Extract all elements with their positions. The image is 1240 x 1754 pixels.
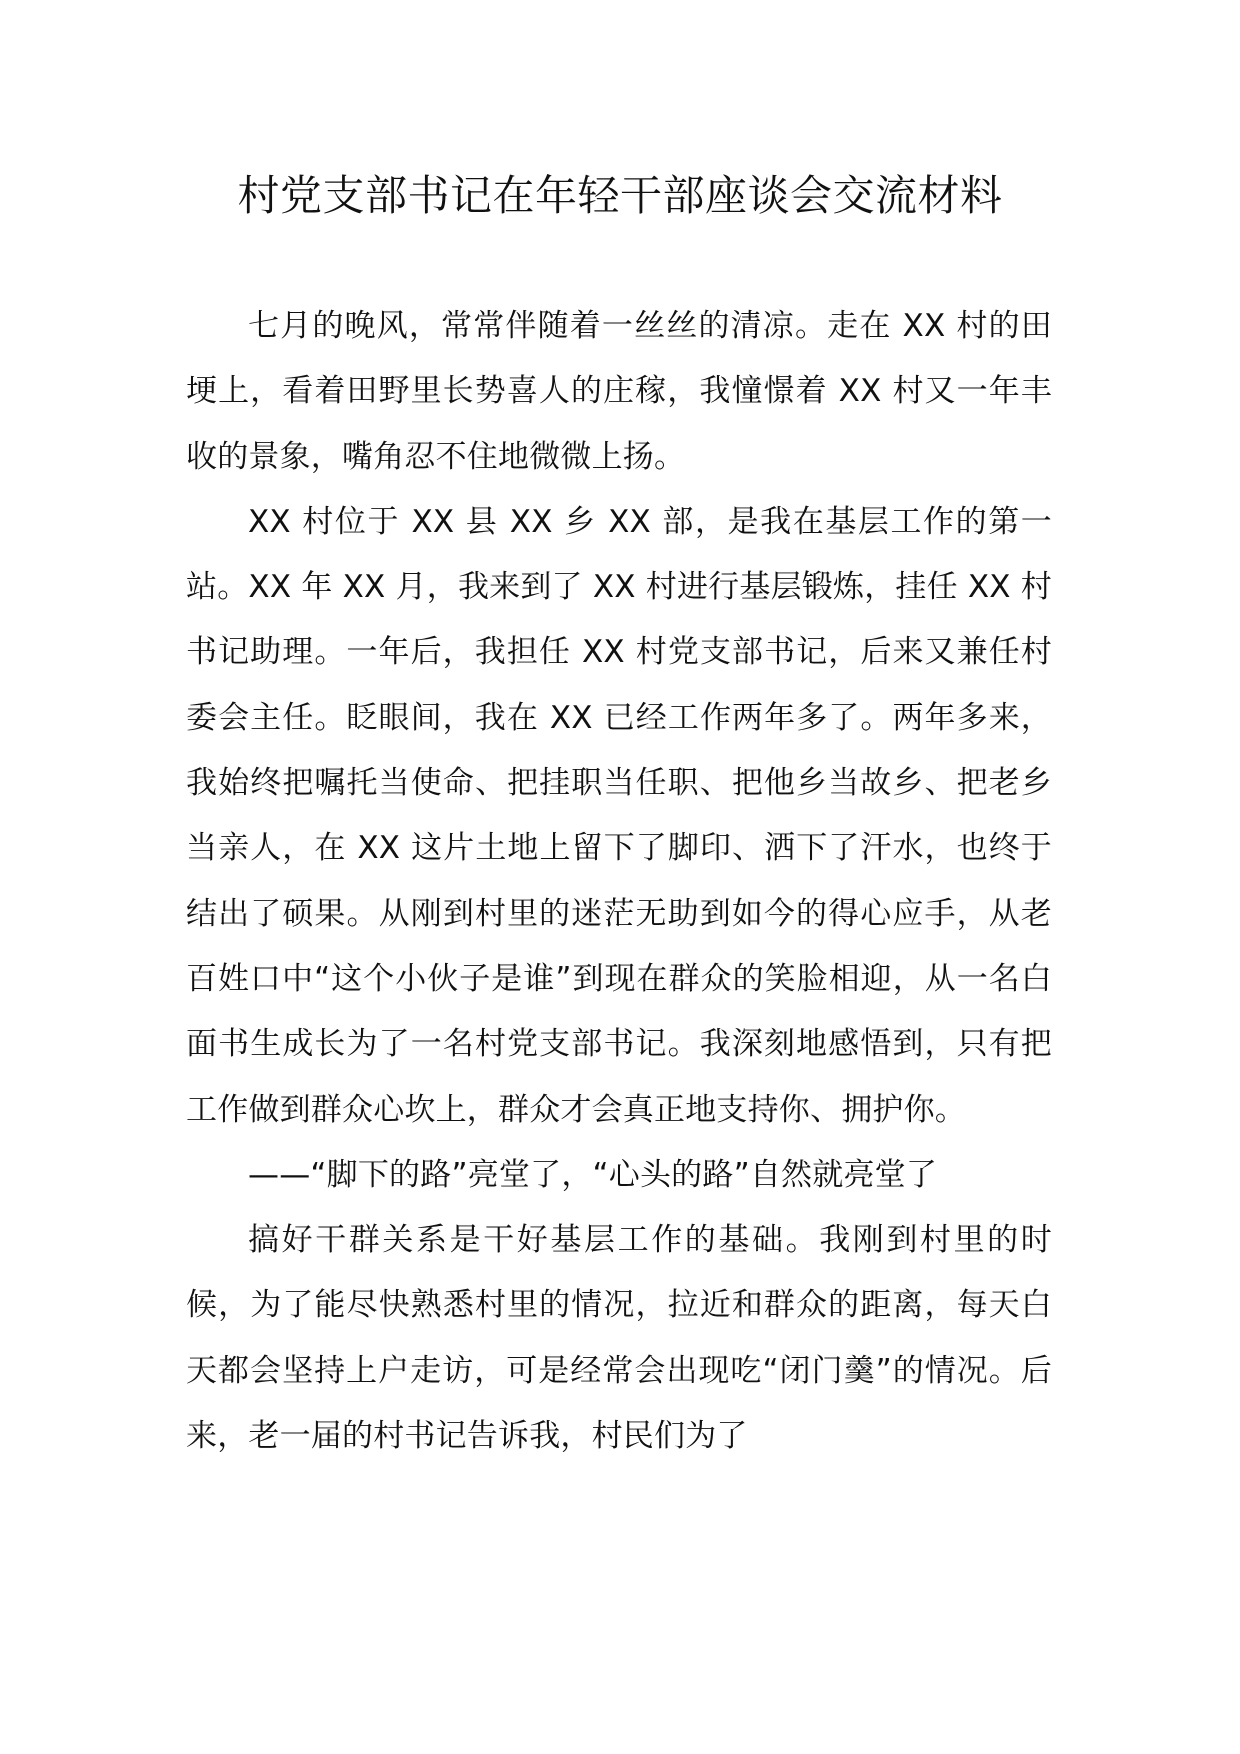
document-body xyxy=(186,294,1052,1469)
paragraph-1: 七月的晚风，常常伴随着一丝丝的清凉。走在 XX 村的田埂上，看着田野里长势喜人的庄稼，我憧憬着 XX 村又一年丰收的景象，嘴角忍不住地微微上扬。 xyxy=(186,308,1052,475)
paragraph-3: 搞好干群关系是干好基层工作的基础。我刚到村里的时候，为了能尽快熟悉村里的情况，拉近和群众的距离，每天白天都会坚持上户走访，可是经常会出现吃“闭门羹”的情况。后来，老一届的村书记告诉我，村民们为了 xyxy=(186,1222,1052,1455)
document-title: 村党支部书记在年轻干部座谈会交流材料 xyxy=(237,171,1003,220)
paragraph-2: XX 村位于 XX 县 XX 乡 XX 部，是我在基层工作的第一站。XX 年 XX 月，我来到了 XX 村进行基层锻炼，挂任 XX 村书记助理。一年后，我担任 XX 村党支部书记，后来又兼任村委会主任。眨眼间，我在 XX 已经工作两年多了。两年多来，我始终把嘱托当使命、把挂职当任职、把他乡当故乡、把老乡当亲人，在 XX 这片土地上留下了脚印、洒下了汗水，也终于结出了硕果。从刚到村里的迷茫无助到如今的得心应手，从老百姓口中“这个小伙子是谁”到现在群众的笑脸相迎，从一名白面书生成长为了一名村党支部书记。我深刻地感悟到，只有把工作做到群众心坎上，群众才会真正地支持你、拥护你。 xyxy=(186,503,1052,1128)
section-heading: ——“脚下的路”亮堂了，“心头的路”自然就亮堂了 xyxy=(248,1156,938,1193)
